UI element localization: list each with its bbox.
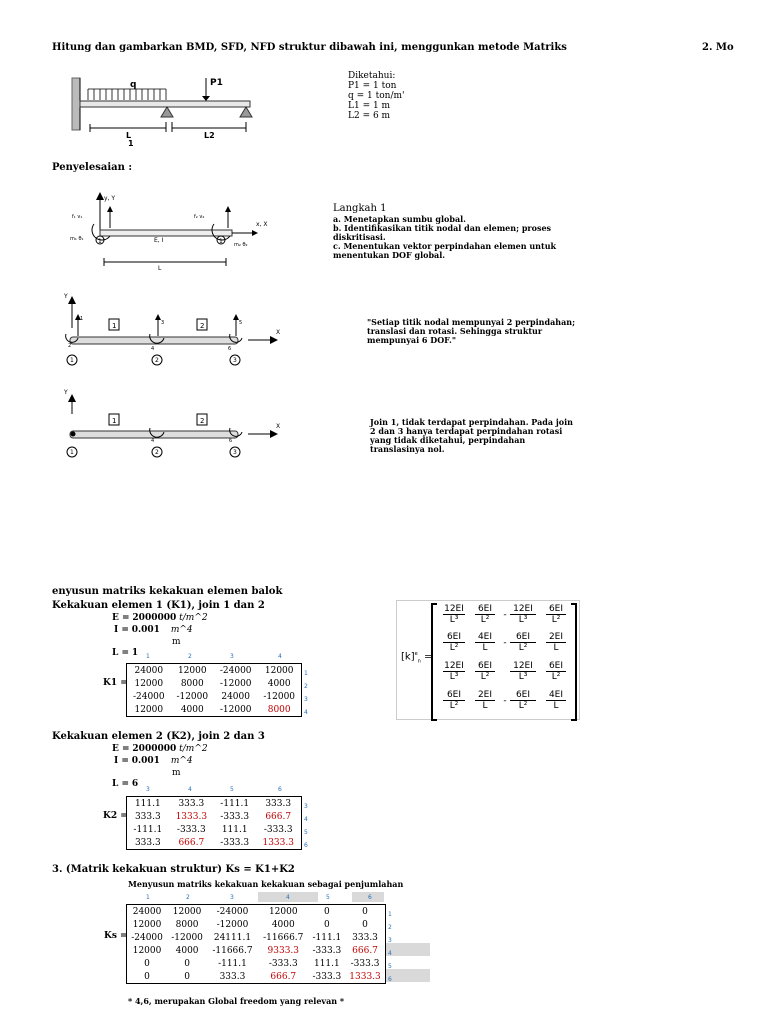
page-title-right: 2. Mo xyxy=(702,42,734,53)
matrix-cell: 12000 xyxy=(132,945,162,956)
dof-label: 6 xyxy=(229,438,233,444)
col-index: 4 xyxy=(188,786,192,793)
col-index: 4 xyxy=(278,653,282,660)
col-index: 1 xyxy=(146,653,150,660)
x-label: X xyxy=(276,329,281,336)
num: 6EI xyxy=(510,632,536,643)
formula-sub: n xyxy=(417,658,421,665)
table-row xyxy=(127,823,302,836)
dof-note: "Setiap titik nodal mempunyai 2 perpindahan; translasi dan rotasi. Sehingga struktur mempunyai 6 DOF." xyxy=(367,317,576,345)
k1-params xyxy=(112,613,212,660)
step1-line: menentukan DOF global. xyxy=(333,250,446,260)
matrix-cell: -24000 xyxy=(131,932,163,943)
den: L xyxy=(482,643,488,653)
col-index: 3 xyxy=(146,786,150,793)
formula-cell xyxy=(510,690,536,711)
matrix-cell: -111.1 xyxy=(220,798,250,809)
den: L² xyxy=(480,672,490,682)
den: L³ xyxy=(449,615,459,625)
matrix-cell: -11666.7 xyxy=(263,932,304,943)
ei-label: E, I xyxy=(154,237,164,244)
p1-label: P1 xyxy=(210,78,223,88)
matrix-cell: -333.3 xyxy=(220,811,250,822)
element1-label: 1 xyxy=(112,322,117,330)
matrix-cell: -12000 xyxy=(171,932,203,943)
matrix-cell: 111.1 xyxy=(313,958,340,969)
param-unit: m^4 xyxy=(170,756,193,766)
col-index: 4 xyxy=(286,894,290,901)
row-index: 5 xyxy=(388,963,392,970)
row-index: 5 xyxy=(304,829,308,836)
matrix-cell: 111.1 xyxy=(134,798,161,809)
k1-matrix xyxy=(126,663,302,717)
matrix-cell: 333.3 xyxy=(134,837,161,848)
node-label: 1 xyxy=(70,357,74,364)
node2-label: 1 xyxy=(219,238,223,245)
den: L³ xyxy=(449,672,459,682)
table-row xyxy=(127,797,302,811)
given-line: L2 = 6 m xyxy=(348,111,391,121)
q-label: q xyxy=(130,80,137,90)
matrix-cell: -24000 xyxy=(219,665,252,676)
col-index: 1 xyxy=(146,894,150,901)
step1-line: b. Identifikasikan titik nodal dan elemen; proses xyxy=(333,223,552,233)
formula-eq: = xyxy=(424,651,433,663)
den: L² xyxy=(480,615,490,625)
row-index: 6 xyxy=(304,842,308,849)
matrix-cell: 333.3 xyxy=(219,971,246,982)
row-index: 2 xyxy=(304,683,308,690)
given-line: P1 = 1 ton xyxy=(348,81,397,91)
matrix-cell: 8000 xyxy=(175,919,199,930)
num: 12EI xyxy=(510,661,536,672)
matrix-cell: 0 xyxy=(184,971,190,982)
formula-cell xyxy=(475,604,495,625)
table-row xyxy=(127,703,302,717)
given-block xyxy=(348,71,404,121)
unknown-dof-diagram xyxy=(58,386,298,462)
row-index: 1 xyxy=(388,911,392,918)
node1-label: 1 xyxy=(98,238,102,245)
matrix-cell: 24000 xyxy=(134,665,164,676)
matrix-cell: -333.3 xyxy=(312,971,342,982)
one-label: 1 xyxy=(128,139,134,148)
matrix-cell: 111.1 xyxy=(221,824,248,835)
f2-label: f₂ v₂ xyxy=(194,214,205,220)
table-row xyxy=(127,677,302,690)
y-label: Y xyxy=(64,389,68,396)
matrix-cell: 12000 xyxy=(172,906,202,917)
den: L xyxy=(553,701,559,711)
k2-matrix xyxy=(126,796,302,850)
formula-label xyxy=(401,651,432,664)
minus-sign: - xyxy=(503,696,507,706)
col-index: 6 xyxy=(368,894,372,901)
table-row xyxy=(127,836,302,850)
formula-cell xyxy=(510,661,536,682)
matrix-cell: 0 xyxy=(362,919,368,930)
formula-cell xyxy=(443,632,465,653)
col-index: 3 xyxy=(230,894,234,901)
matrix-cell-highlight: 666.7 xyxy=(265,811,292,822)
col-index: 2 xyxy=(188,653,192,660)
table-row xyxy=(127,970,386,984)
page-title: Hitung dan gambarkan BMD, SFD, NFD struktur dibawah ini, menggunkan metode Matriks xyxy=(52,42,567,53)
param-unit: m xyxy=(172,637,181,647)
step1-line: c. Menentukan vektor perpindahan elemen untuk xyxy=(333,241,557,251)
section3-title: 3. (Matrik kekakuan struktur) Ks = K1+K2 xyxy=(52,864,295,875)
param-key: I = xyxy=(114,625,129,635)
given-line: L1 = 1 m xyxy=(348,101,391,111)
matrix-cell: 333.3 xyxy=(265,798,292,809)
x-axis-label: x, X xyxy=(256,221,268,228)
matrix-cell: 12000 xyxy=(134,704,164,715)
table-row xyxy=(127,931,386,944)
matrix-cell: 24000 xyxy=(132,906,162,917)
matrix-cell: -111.1 xyxy=(218,958,247,969)
matrix-cell-highlight: 666.7 xyxy=(270,971,297,982)
f1-label: f₁ v₁ xyxy=(72,214,83,220)
col-index: 5 xyxy=(230,786,234,793)
matrix-cell: 24111.1 xyxy=(213,932,252,943)
dof-label: 1 xyxy=(80,316,84,322)
param-value: 2000000 xyxy=(132,744,177,754)
dof-label: 4 xyxy=(151,346,155,352)
k2-label: K2 = xyxy=(103,811,128,821)
ks-matrix xyxy=(126,904,386,984)
matrix-cell: -12000 xyxy=(263,691,296,702)
den: L³ xyxy=(518,672,528,682)
row-index: 3 xyxy=(304,696,308,703)
table-row xyxy=(127,918,386,931)
param-value: 1 xyxy=(131,648,139,658)
node-label: 3 xyxy=(233,357,237,364)
k1-label: K1 = xyxy=(103,678,128,688)
row-index: 1 xyxy=(304,670,308,677)
matrix-cell: 12000 xyxy=(177,665,207,676)
row-index: 3 xyxy=(304,803,308,810)
num: 12EI xyxy=(444,661,464,671)
row-index: 4 xyxy=(304,816,308,823)
matrix-cell: -12000 xyxy=(176,691,209,702)
matrix-cell: 8000 xyxy=(180,678,204,689)
step1-line: diskritisasi. xyxy=(333,232,386,242)
solution-heading: Penyelesaian : xyxy=(52,162,133,173)
matrix-cell-highlight: 8000 xyxy=(267,704,291,715)
formula-cell xyxy=(443,690,465,711)
formula-cell xyxy=(510,632,536,653)
param-unit: t/m^2 xyxy=(179,744,208,754)
matrix-cell: -24000 xyxy=(132,691,165,702)
matrix-cell: 333.3 xyxy=(352,932,378,943)
element2-label: 2 xyxy=(200,322,205,330)
row-index: 4 xyxy=(388,950,392,957)
matrix-cell: 0 xyxy=(144,971,150,982)
matrix-cell: 4000 xyxy=(267,678,291,689)
num: 6EI xyxy=(443,632,465,643)
step1-line: a. Menetapkan sumbu global. xyxy=(333,214,466,224)
matrix-cell: 0 xyxy=(324,919,330,930)
matrix-cell: 24000 xyxy=(221,691,250,702)
k1-title: Kekakuan elemen 1 (K1), join 1 dan 2 xyxy=(52,600,265,611)
matrix-cell: 12000 xyxy=(132,919,162,930)
ks-row-index xyxy=(388,908,392,986)
col-index: 6 xyxy=(278,786,282,793)
element-coord-diagram xyxy=(66,188,286,272)
matrix-cell: 0 xyxy=(324,906,330,917)
matrix-cell: -333.3 xyxy=(176,824,206,835)
param-unit: t/m^2 xyxy=(179,613,208,623)
matrix-cell: -333.3 xyxy=(350,958,380,969)
matrix-cell: -333.3 xyxy=(312,945,342,956)
matrix-cell: 12000 xyxy=(134,678,164,689)
length-label: L xyxy=(158,265,162,272)
matrix-cell: 4000 xyxy=(180,704,204,715)
matrix-cell: -24000 xyxy=(216,906,249,917)
minus-sign: - xyxy=(503,638,507,648)
table-row xyxy=(127,664,302,678)
param-unit: m^4 xyxy=(170,625,193,635)
ks-label: Ks = xyxy=(104,931,128,941)
formula-cell xyxy=(546,604,566,625)
matrix-cell: -111.1 xyxy=(133,824,163,835)
table-row xyxy=(127,944,386,957)
table-row xyxy=(127,957,386,970)
num: 2EI xyxy=(475,690,495,701)
y-axis-label: y, Y xyxy=(104,195,116,202)
matrix-cell-highlight: 666.7 xyxy=(178,837,205,848)
num: 6EI xyxy=(475,604,495,615)
l-label: L xyxy=(126,131,132,140)
matrix-cell: -333.3 xyxy=(263,824,293,835)
k2-params xyxy=(112,744,212,791)
matrix-cell: 4000 xyxy=(175,945,199,956)
l2-label: L2 xyxy=(204,131,215,140)
dof-label: 2 xyxy=(68,343,72,349)
param-value: 2000000 xyxy=(132,613,177,623)
formula-symbol: [k] xyxy=(401,651,415,663)
x-label: X xyxy=(276,423,281,430)
dof-label: 3 xyxy=(161,320,165,326)
node-label: 1 xyxy=(70,449,74,456)
matrix-cell: -333.3 xyxy=(268,958,298,969)
param-value: 0.001 xyxy=(131,625,160,635)
m2-label: m₂ θ₂ xyxy=(234,242,248,248)
matrix-cell: 0 xyxy=(184,958,190,969)
stiffness-heading: enyusun matriks kekakuan elemen balok xyxy=(52,586,283,597)
k2-row-index xyxy=(304,800,308,852)
element2-label: 2 xyxy=(200,417,205,425)
formula-cell xyxy=(546,690,566,711)
step1-block xyxy=(333,203,556,260)
join-note: Join 1, tidak terdapat perpindahan. Pada join 2 dan 3 hanya terdapat perpindahan rotasi yang tidak diketahui, perpindahan translasinya nol. xyxy=(370,417,573,454)
row-index: 4 xyxy=(304,709,308,716)
matrix-cell: 12000 xyxy=(264,665,294,676)
matrix-cell: 4000 xyxy=(271,919,295,930)
param-key: E = xyxy=(112,613,130,623)
num: 12EI xyxy=(444,604,464,614)
y-label: Y xyxy=(64,293,68,300)
param-value: 0.001 xyxy=(131,756,160,766)
formula-cell xyxy=(443,604,465,625)
den: L² xyxy=(449,701,459,711)
num: 6EI xyxy=(546,661,566,672)
table-row xyxy=(127,810,302,823)
table-row xyxy=(127,905,386,919)
param-key: I = xyxy=(114,756,129,766)
num: 12EI xyxy=(510,604,536,615)
given-line: Diketahui: xyxy=(348,71,396,81)
dof-label: 6 xyxy=(228,346,232,352)
row-index: 6 xyxy=(388,976,392,983)
formula-sup: e xyxy=(414,651,418,657)
param-key: E = xyxy=(112,744,130,754)
formula-cell xyxy=(475,632,495,653)
param-key: L = xyxy=(112,648,130,658)
given-line: q = 1 ton/m' xyxy=(348,91,405,101)
section3-subtitle: Menyusun matriks kekakuan kekakuan sebagai penjumlahan xyxy=(128,879,404,889)
col-index: 2 xyxy=(186,894,190,901)
node-label: 3 xyxy=(233,449,237,456)
den: L² xyxy=(449,643,459,653)
col-index: 3 xyxy=(230,653,234,660)
param-unit: m xyxy=(172,768,181,778)
matrix-cell: -11666.7 xyxy=(212,945,253,956)
den: L xyxy=(482,701,488,711)
row-index: 2 xyxy=(388,924,392,931)
dof-label: 5 xyxy=(239,320,243,326)
m1-label: m₁ θ₁ xyxy=(70,236,84,242)
num: 4EI xyxy=(546,690,566,701)
den: L² xyxy=(518,701,528,711)
matrix-cell: -333.3 xyxy=(220,837,250,848)
num: 4EI xyxy=(475,632,495,643)
matrix-cell: -111.1 xyxy=(312,932,342,943)
formula-cell xyxy=(546,661,566,682)
row-shade xyxy=(386,943,430,956)
k2-title: Kekakuan elemen 2 (K2), join 2 dan 3 xyxy=(52,731,265,742)
matrix-cell: 0 xyxy=(362,906,368,917)
col-index: 5 xyxy=(326,894,330,901)
formula-cell xyxy=(475,690,495,711)
matrix-cell-highlight: 1333.3 xyxy=(175,811,208,822)
matrix-cell-highlight: 1333.3 xyxy=(262,837,294,848)
den: L² xyxy=(551,615,561,625)
matrix-cell: 0 xyxy=(144,958,150,969)
matrix-cell: 12000 xyxy=(268,906,298,917)
k1-row-index xyxy=(304,667,308,719)
node-label: 2 xyxy=(155,449,159,456)
element1-label: 1 xyxy=(112,417,117,425)
formula-cell xyxy=(510,604,536,625)
param-key: L = xyxy=(112,779,130,789)
num: 6EI xyxy=(546,604,566,615)
matrix-cell-highlight: 1333.3 xyxy=(349,971,381,982)
formula-cell xyxy=(475,661,495,682)
den: L xyxy=(553,643,559,653)
param-value: 6 xyxy=(131,779,139,789)
beam-diagram xyxy=(68,70,268,150)
matrix-cell: 333.3 xyxy=(134,811,161,822)
dof-label: 4 xyxy=(151,438,155,444)
matrix-cell: -12000 xyxy=(219,678,252,689)
matrix-cell: 333.3 xyxy=(178,798,205,809)
formula-cell xyxy=(546,632,566,653)
num: 6EI xyxy=(443,690,465,701)
row-index: 3 xyxy=(388,937,392,944)
den: L² xyxy=(551,672,561,682)
node-label: 2 xyxy=(155,357,159,364)
num: 2EI xyxy=(546,632,566,643)
table-row xyxy=(127,690,302,703)
formula-cell xyxy=(443,661,465,682)
minus-sign: - xyxy=(503,610,507,620)
num: 6EI xyxy=(510,690,536,701)
footnote: * 4,6, merupakan Global freedom yang relevan * xyxy=(128,996,345,1006)
den: L² xyxy=(518,643,528,653)
den: L³ xyxy=(518,615,528,625)
step1-title: Langkah 1 xyxy=(333,203,387,214)
matrix-cell: -12000 xyxy=(216,919,249,930)
matrix-cell-highlight: 666.7 xyxy=(352,945,378,956)
matrix-cell: -12000 xyxy=(219,704,252,715)
row-shade xyxy=(386,969,430,982)
num: 6EI xyxy=(475,661,495,672)
dof-diagram xyxy=(58,288,298,370)
matrix-cell-highlight: 9333.3 xyxy=(267,945,300,956)
